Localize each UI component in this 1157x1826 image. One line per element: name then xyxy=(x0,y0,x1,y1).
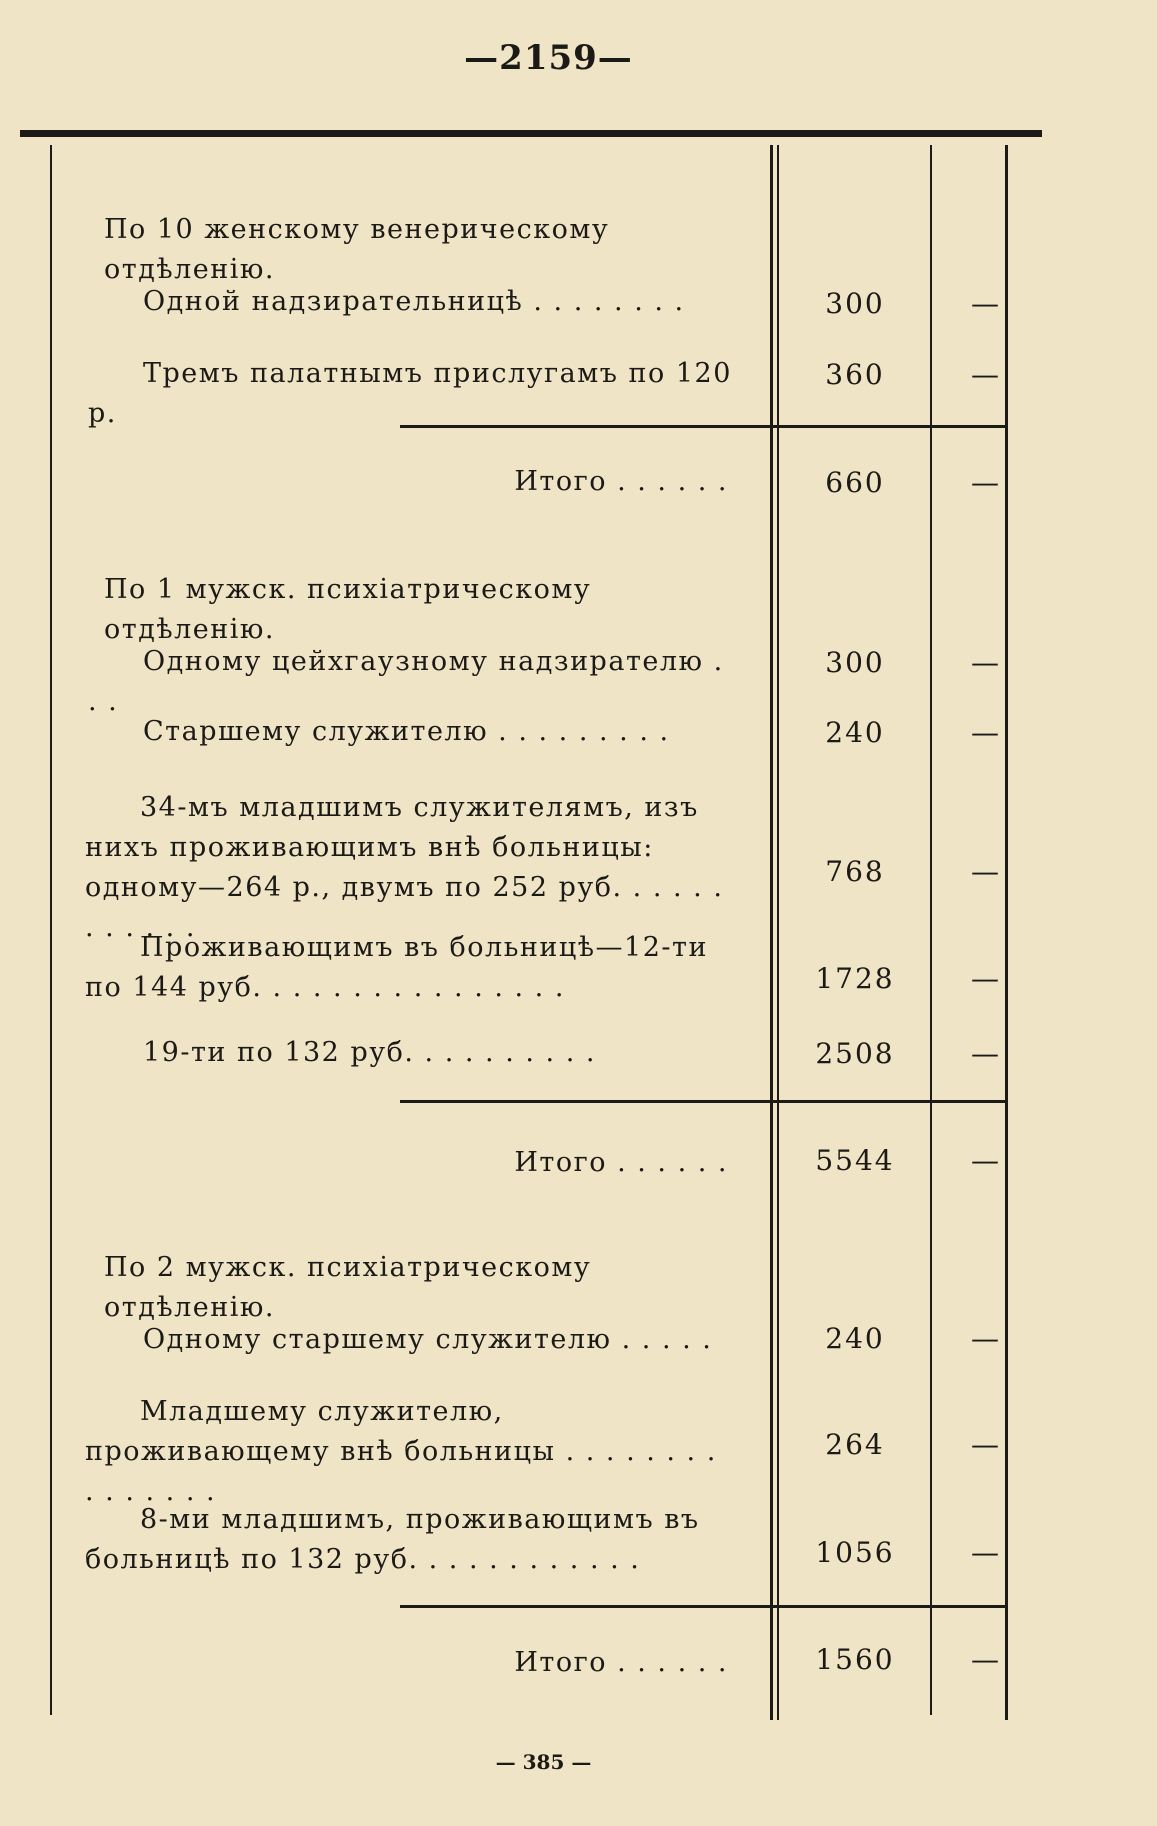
item-description: Одной надзирательницѣ . . . . . . . . xyxy=(143,286,685,317)
item-description: Одному цейхгаузному надзирателю . . . xyxy=(88,646,724,717)
total-amount: 1560 xyxy=(815,1643,895,1676)
item-dash: — xyxy=(971,358,999,391)
total-label: Итого . . . . . . xyxy=(514,1647,728,1678)
item-dash: — xyxy=(971,1037,999,1070)
dash-column-left-border xyxy=(930,145,932,1715)
amount-column-right-border xyxy=(777,145,779,1720)
item-amount: 300 xyxy=(825,646,885,679)
item-description: Младшему служителю, проживающему внѣ больницы . . . . . . . . . . . . . . . xyxy=(85,1396,717,1507)
subtotal-rule xyxy=(400,1100,1005,1103)
item-dash: — xyxy=(971,287,999,320)
item-amount: 768 xyxy=(825,855,885,888)
item-description: Старшему служителю . . . . . . . . . xyxy=(143,716,670,747)
table-left-border xyxy=(50,145,52,1715)
item-amount: 264 xyxy=(825,1428,885,1461)
item-description: 19-ти по 132 руб. . . . . . . . . . xyxy=(143,1037,596,1068)
total-label: Итого . . . . . . xyxy=(514,1147,728,1178)
total-amount: 5544 xyxy=(815,1144,895,1177)
item-description: Тремъ палатнымъ прислугамъ по 120 р. xyxy=(88,358,732,429)
item-dash: — xyxy=(971,855,999,888)
total-label: Итого . . . . . . xyxy=(514,466,728,497)
total-amount: 660 xyxy=(825,466,885,499)
item-description: Одному старшему служителю . . . . . xyxy=(143,1324,713,1355)
item-dash: — xyxy=(971,716,999,749)
page-number-bottom: — 385 — xyxy=(495,1750,592,1774)
item-amount: 1728 xyxy=(815,962,895,995)
subtotal-rule xyxy=(400,1605,1005,1608)
section-title: По 10 женскому венерическому отдѣленію. xyxy=(104,214,610,285)
total-dash: — xyxy=(971,1144,999,1177)
item-dash: — xyxy=(971,1322,999,1355)
page-number-top: —2159— xyxy=(464,38,633,78)
item-amount: 2508 xyxy=(815,1037,895,1070)
item-description: 34-мъ младшимъ служителямъ, изъ нихъ проживающимъ внѣ больницы: одному—264 р., двумъ по 252 руб. . . . . . . . . . . . xyxy=(85,792,724,943)
item-amount: 360 xyxy=(825,358,885,391)
amount-column-left-border xyxy=(770,145,773,1720)
total-dash: — xyxy=(971,1643,999,1676)
item-dash: — xyxy=(971,646,999,679)
subtotal-rule xyxy=(400,425,1005,428)
item-amount: 240 xyxy=(825,716,885,749)
item-dash: — xyxy=(971,962,999,995)
header-rule xyxy=(20,130,1042,137)
item-dash: — xyxy=(971,1536,999,1569)
section-title: По 2 мужск. психіатрическому отдѣленію. xyxy=(104,1252,592,1323)
item-description: Проживающимъ въ больницѣ—12-ти по 144 руб. . . . . . . . . . . . . . . . xyxy=(85,932,708,1003)
item-amount: 300 xyxy=(825,287,885,320)
item-amount: 240 xyxy=(825,1322,885,1355)
section-title: По 1 мужск. психіатрическому отдѣленію. xyxy=(104,574,592,645)
item-dash: — xyxy=(971,1428,999,1461)
total-dash: — xyxy=(971,466,999,499)
item-description: 8-ми младшимъ, проживающимъ въ больницѣ по 132 руб. . . . . . . . . . . . xyxy=(85,1504,700,1575)
item-amount: 1056 xyxy=(815,1536,895,1569)
